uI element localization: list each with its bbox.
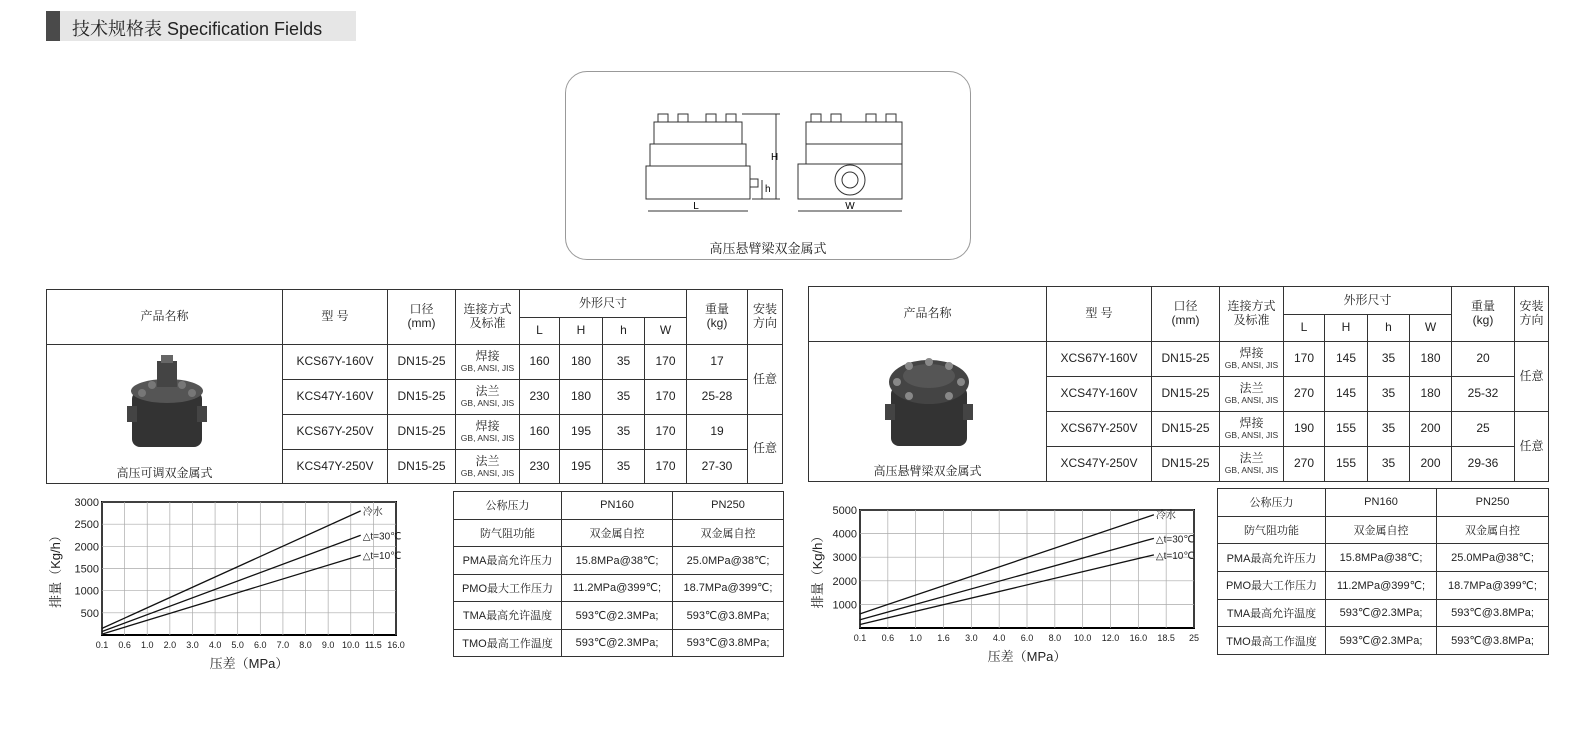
H-cell: 195 bbox=[560, 415, 603, 450]
bore-cell: DN15-25 bbox=[388, 415, 456, 450]
x-tick-label: 1.0 bbox=[140, 640, 154, 650]
weight-cell: 25-32 bbox=[1452, 377, 1515, 412]
x-tick-label: 4.0 bbox=[208, 640, 222, 650]
L-cell: 230 bbox=[520, 450, 560, 484]
x-tick-label: 16.0 bbox=[387, 640, 405, 650]
x-tick-label: 6.0 bbox=[254, 640, 267, 650]
y-tick-label: 4000 bbox=[832, 528, 857, 541]
col-header-mount: 安装 方向 bbox=[1515, 287, 1549, 342]
bore-cell: DN15-25 bbox=[1152, 412, 1220, 447]
col-header-L: L bbox=[1284, 315, 1325, 342]
x-tick-label: 1.0 bbox=[909, 633, 922, 643]
pressure-row: TMA最高允许温度 593℃@2.3MPa; 593℃@3.8MPa; bbox=[1218, 599, 1549, 627]
h-cell: 35 bbox=[1368, 447, 1410, 482]
x-tick-label: 9.0 bbox=[321, 640, 335, 650]
model-cell: KCS67Y-250V bbox=[283, 415, 388, 450]
pressure-rows bbox=[454, 492, 784, 657]
series-line bbox=[102, 555, 361, 634]
discharge-chart-left bbox=[46, 490, 416, 685]
h-cell: 35 bbox=[603, 450, 645, 484]
H-cell: 180 bbox=[560, 380, 603, 415]
x-tick-label: 6.0 bbox=[1020, 633, 1034, 643]
bore-cell: DN15-25 bbox=[388, 450, 456, 484]
pressure-row: 公称压力 PN160 PN250 bbox=[454, 492, 784, 520]
col-header-H: H bbox=[560, 318, 603, 345]
model-cell: XCS67Y-250V bbox=[1047, 412, 1152, 447]
x-tick-label: 10.0 bbox=[1073, 633, 1092, 643]
pressure-row: PMO最大工作压力 11.2MPa@399℃; 18.7MPa@399℃; bbox=[1218, 571, 1549, 599]
x-tick-label: 0.6 bbox=[881, 633, 895, 643]
W-cell: 170 bbox=[645, 450, 687, 484]
h-cell: 35 bbox=[603, 415, 645, 450]
series-label: △t=30℃ bbox=[1155, 534, 1195, 546]
x-tick-label: 3.0 bbox=[965, 633, 978, 643]
section-header bbox=[46, 11, 356, 41]
weight-cell: 17 bbox=[687, 345, 748, 380]
weight-cell: 25 bbox=[1452, 412, 1515, 447]
weight-cell: 29-36 bbox=[1452, 447, 1515, 482]
L-cell: 270 bbox=[1284, 377, 1325, 412]
pressure-row: PMO最大工作压力 11.2MPa@399℃; 18.7MPa@399℃; bbox=[454, 574, 784, 602]
series-line bbox=[860, 515, 1154, 614]
col-header-dims: 外形尺寸 bbox=[1284, 287, 1452, 315]
col-header-mount: 安装 方向 bbox=[748, 290, 783, 345]
y-tick-label: 3000 bbox=[832, 552, 857, 565]
pressure-row: TMO最高工作温度 593℃@2.3MPa; 593℃@3.8MPa; bbox=[454, 629, 784, 657]
col-header-name: 产品名称 bbox=[47, 290, 283, 345]
x-tick-label: 12.0 bbox=[1101, 633, 1120, 643]
x-axis-label: 压差（MPa） bbox=[209, 656, 289, 671]
model-cell: KCS47Y-250V bbox=[283, 450, 388, 484]
x-tick-label: 11.5 bbox=[364, 640, 382, 650]
y-tick-label: 500 bbox=[80, 607, 99, 620]
bore-cell: DN15-25 bbox=[1152, 447, 1220, 482]
col-header-H: H bbox=[1325, 315, 1368, 342]
pressure-row: 公称压力 PN160 PN250 bbox=[1218, 489, 1549, 517]
col-header-model: 型 号 bbox=[1047, 287, 1152, 342]
left-spec-table bbox=[46, 289, 783, 484]
H-cell: 195 bbox=[560, 450, 603, 484]
col-header-connection: 连接方式 及标准 bbox=[1220, 287, 1284, 342]
dimension-drawing bbox=[566, 72, 970, 237]
W-cell: 200 bbox=[1410, 447, 1452, 482]
y-tick-label: 5000 bbox=[832, 505, 857, 517]
h-cell: 35 bbox=[603, 345, 645, 380]
table-row bbox=[47, 345, 783, 380]
L-cell: 160 bbox=[520, 345, 560, 380]
W-cell: 180 bbox=[1410, 342, 1452, 377]
diagram-caption: 高压悬臂梁双金属式 bbox=[709, 241, 827, 256]
weight-cell: 20 bbox=[1452, 342, 1515, 377]
model-cell: XCS47Y-250V bbox=[1047, 447, 1152, 482]
series-label: 冷水 bbox=[362, 506, 383, 518]
connection-cell: 焊接 GB, ANSI, JIS bbox=[456, 415, 520, 450]
mount-cell: 任意 bbox=[1515, 342, 1549, 412]
x-tick-label: 2.0 bbox=[163, 640, 177, 650]
right-spec-table bbox=[808, 286, 1549, 482]
product-cell bbox=[47, 345, 283, 484]
series-label: △t=30℃ bbox=[362, 531, 402, 543]
series-line bbox=[102, 535, 361, 631]
bore-cell: DN15-25 bbox=[388, 380, 456, 415]
h-cell: 35 bbox=[1368, 377, 1410, 412]
series-label: △t=10℃ bbox=[362, 551, 402, 563]
dim-L-label: L bbox=[693, 201, 699, 212]
series-line bbox=[860, 538, 1154, 619]
x-tick-label: 0.1 bbox=[853, 633, 867, 643]
dim-h-label: h bbox=[765, 184, 771, 195]
pressure-row: 防气阻功能 双金属自控 双金属自控 bbox=[454, 519, 784, 547]
pressure-row: 防气阻功能 双金属自控 双金属自控 bbox=[1218, 516, 1549, 544]
pressure-table-left bbox=[453, 491, 784, 657]
W-cell: 200 bbox=[1410, 412, 1452, 447]
connection-cell: 法兰 GB, ANSI, JIS bbox=[1220, 447, 1284, 482]
connection-cell: 法兰 GB, ANSI, JIS bbox=[456, 450, 520, 484]
model-cell: KCS67Y-160V bbox=[283, 345, 388, 380]
product-image bbox=[879, 346, 979, 450]
model-cell: KCS47Y-160V bbox=[283, 380, 388, 415]
y-tick-label: 3000 bbox=[74, 497, 99, 509]
y-tick-label: 1500 bbox=[74, 563, 99, 576]
x-tick-label: 8.0 bbox=[299, 640, 312, 650]
y-tick-label: 1000 bbox=[832, 599, 857, 612]
y-tick-label: 1000 bbox=[74, 585, 99, 598]
L-cell: 160 bbox=[520, 415, 560, 450]
model-cell: XCS67Y-160V bbox=[1047, 342, 1152, 377]
x-tick-label: 7.0 bbox=[276, 640, 290, 650]
col-header-bore: 口径 (mm) bbox=[1152, 287, 1220, 342]
col-header-h: h bbox=[1368, 315, 1410, 342]
model-cell: XCS47Y-160V bbox=[1047, 377, 1152, 412]
col-header-L: L bbox=[520, 318, 560, 345]
weight-cell: 27-30 bbox=[687, 450, 748, 484]
weight-cell: 25-28 bbox=[687, 380, 748, 415]
x-tick-label: 3.0 bbox=[186, 640, 199, 650]
connection-cell: 焊接 GB, ANSI, JIS bbox=[1220, 342, 1284, 377]
weight-cell: 19 bbox=[687, 415, 748, 450]
h-cell: 35 bbox=[603, 380, 645, 415]
H-cell: 145 bbox=[1325, 377, 1368, 412]
section-title: 技术规格表 Specification Fields bbox=[72, 19, 323, 39]
product-cell bbox=[809, 342, 1047, 482]
L-cell: 270 bbox=[1284, 447, 1325, 482]
product-name: 高压可调双金属式 bbox=[116, 466, 213, 481]
series-label: △t=10℃ bbox=[1155, 550, 1195, 562]
y-tick-label: 2000 bbox=[832, 575, 857, 588]
col-header-dims: 外形尺寸 bbox=[520, 290, 687, 318]
y-tick-label: 2500 bbox=[74, 519, 99, 532]
pressure-table-right bbox=[1217, 488, 1549, 655]
col-header-weight: 重量 (kg) bbox=[687, 290, 748, 345]
x-tick-label: 10.0 bbox=[342, 640, 360, 650]
col-header-W: W bbox=[1410, 315, 1452, 342]
mount-cell: 任意 bbox=[1515, 412, 1549, 482]
H-cell: 155 bbox=[1325, 412, 1368, 447]
mount-cell: 任意 bbox=[748, 345, 783, 415]
x-tick-label: 4.0 bbox=[992, 633, 1006, 643]
h-cell: 35 bbox=[1368, 342, 1410, 377]
table-row bbox=[809, 342, 1549, 377]
W-cell: 170 bbox=[645, 415, 687, 450]
product-name: 高压悬臂梁双金属式 bbox=[873, 464, 982, 479]
mount-cell: 任意 bbox=[748, 415, 783, 484]
H-cell: 155 bbox=[1325, 447, 1368, 482]
connection-cell: 焊接 GB, ANSI, JIS bbox=[1220, 412, 1284, 447]
bore-cell: DN15-25 bbox=[1152, 342, 1220, 377]
h-cell: 35 bbox=[1368, 412, 1410, 447]
x-tick-label: 18.5 bbox=[1157, 633, 1175, 643]
L-cell: 230 bbox=[520, 380, 560, 415]
col-header-weight: 重量 (kg) bbox=[1452, 287, 1515, 342]
pressure-row: TMO最高工作温度 593℃@2.3MPa; 593℃@3.8MPa; bbox=[1218, 627, 1549, 655]
col-header-name: 产品名称 bbox=[809, 287, 1047, 342]
x-tick-label: 1.6 bbox=[937, 633, 950, 643]
dimension-diagram bbox=[565, 71, 971, 260]
col-header-connection: 连接方式 及标准 bbox=[456, 290, 520, 345]
connection-cell: 焊接 GB, ANSI, JIS bbox=[456, 345, 520, 380]
col-header-h: h bbox=[603, 318, 645, 345]
x-tick-label: 0.1 bbox=[95, 640, 109, 650]
discharge-chart-right bbox=[808, 498, 1208, 678]
col-header-model: 型 号 bbox=[283, 290, 388, 345]
dim-W-label: W bbox=[845, 201, 855, 212]
connection-cell: 法兰 GB, ANSI, JIS bbox=[1220, 377, 1284, 412]
header-accent-bar bbox=[46, 11, 60, 41]
x-axis-label: 压差（MPa） bbox=[987, 649, 1067, 664]
product-image bbox=[117, 351, 217, 451]
pressure-row: PMA最高允许压力 15.8MPa@38℃; 25.0MPa@38℃; bbox=[454, 547, 784, 575]
series-line bbox=[860, 555, 1154, 625]
x-tick-label: 8.0 bbox=[1048, 633, 1062, 643]
x-tick-label: 25 bbox=[1188, 633, 1200, 643]
series-line bbox=[102, 511, 361, 628]
W-cell: 180 bbox=[1410, 377, 1452, 412]
y-axis-label: 排量（Kg/h） bbox=[810, 529, 825, 609]
bore-cell: DN15-25 bbox=[1152, 377, 1220, 412]
y-tick-label: 2000 bbox=[74, 541, 99, 554]
L-cell: 170 bbox=[1284, 342, 1325, 377]
x-tick-label: 16.0 bbox=[1129, 633, 1148, 643]
y-axis-label: 排量（Kg/h） bbox=[48, 529, 63, 608]
dim-H-label: H bbox=[771, 152, 779, 163]
W-cell: 170 bbox=[645, 345, 687, 380]
pressure-row: PMA最高允许压力 15.8MPa@38℃; 25.0MPa@38℃; bbox=[1218, 544, 1549, 572]
x-tick-label: 5.0 bbox=[231, 640, 244, 650]
connection-cell: 法兰 GB, ANSI, JIS bbox=[456, 380, 520, 415]
col-header-bore: 口径 (mm) bbox=[388, 290, 456, 345]
x-tick-label: 0.6 bbox=[118, 640, 131, 650]
col-header-W: W bbox=[645, 318, 687, 345]
bore-cell: DN15-25 bbox=[388, 345, 456, 380]
pressure-row: TMA最高允许温度 593℃@2.3MPa; 593℃@3.8MPa; bbox=[454, 602, 784, 630]
series-label: 冷水 bbox=[1155, 510, 1176, 522]
H-cell: 145 bbox=[1325, 342, 1368, 377]
H-cell: 180 bbox=[560, 345, 603, 380]
L-cell: 190 bbox=[1284, 412, 1325, 447]
W-cell: 170 bbox=[645, 380, 687, 415]
